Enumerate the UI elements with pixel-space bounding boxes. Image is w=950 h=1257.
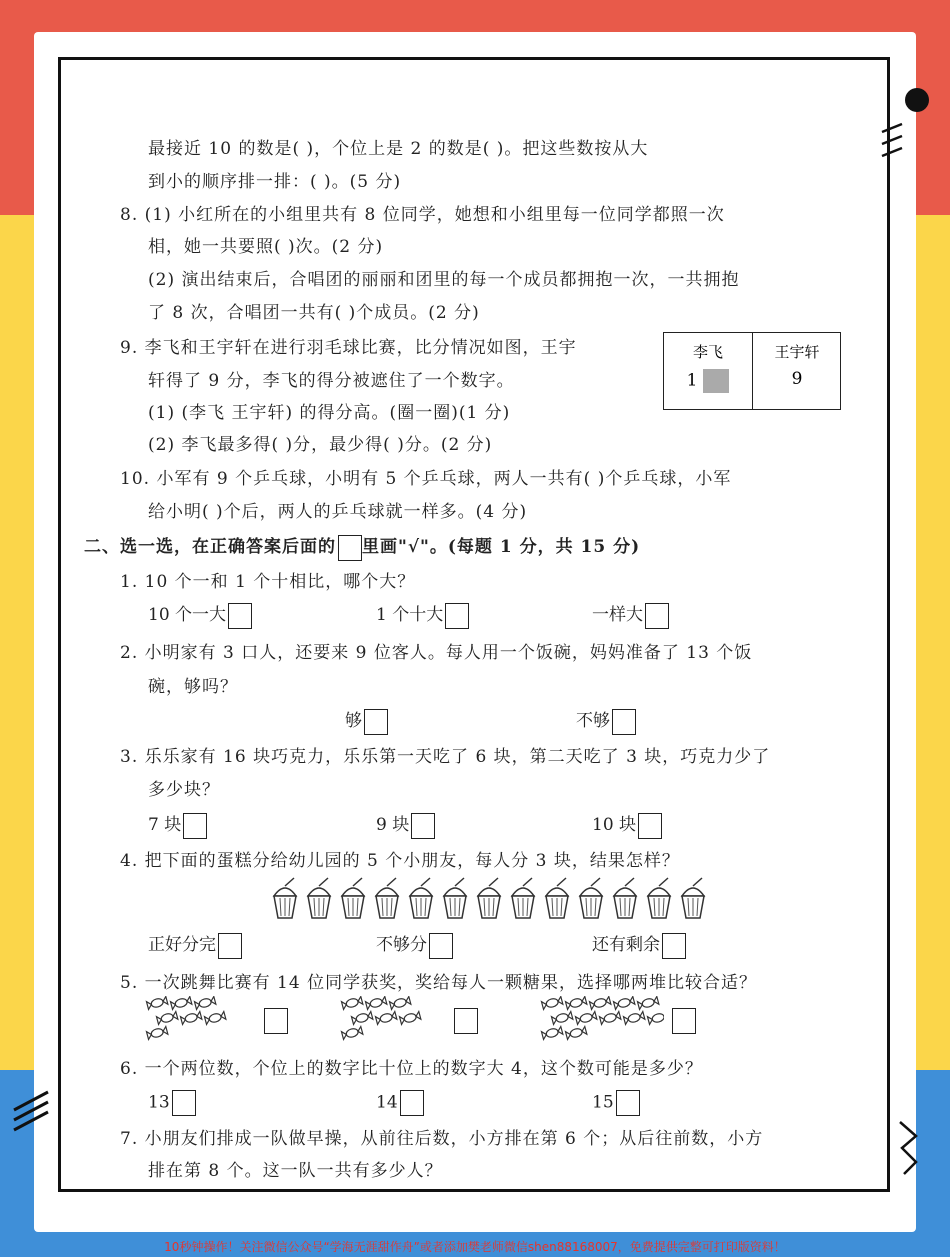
candy-pile-3-icon [540, 996, 664, 1044]
candy-icon [541, 996, 562, 1009]
binder-dot-icon [905, 88, 929, 112]
candy-icon [365, 996, 386, 1009]
player-name: 王宇轩 [774, 343, 820, 361]
candy-icon [351, 1011, 372, 1024]
q8-2-line-2: 了 8 次，合唱团一共有( )个成员。(2 分) [148, 303, 480, 323]
candy-icon [146, 1026, 167, 1039]
answer-box[interactable] [411, 813, 435, 839]
candy-icon [599, 1011, 620, 1024]
player-name: 李飞 [692, 343, 723, 361]
candy-icon [341, 1026, 362, 1039]
p2-q2-line-2: 碗，够吗？ [148, 677, 238, 697]
candy-icon [623, 1011, 644, 1024]
answer-box[interactable] [638, 813, 662, 839]
q10-line-2: 给小明( )个后，两人的乒乓球就一样多。(4 分) [148, 502, 528, 522]
candy-icon [589, 996, 610, 1009]
candy-icon [399, 1011, 420, 1024]
q5-answer-box-2[interactable] [454, 1008, 478, 1034]
answer-box[interactable] [364, 709, 388, 735]
cupcake-icon [410, 878, 432, 918]
candy-icon [146, 996, 167, 1009]
candy-icon [194, 996, 215, 1009]
cupcake-icon [444, 878, 466, 918]
q4-option-3[interactable]: 还有剩余 [592, 930, 686, 959]
candy-icon [565, 996, 586, 1009]
score-table [663, 332, 841, 410]
player-score: 9 [791, 369, 803, 389]
q10-line-1: 10. 小军有 9 个乒乓球，小明有 5 个乒乓球，两人一共有( )个乒乓球，小军 [120, 469, 732, 489]
answer-box[interactable] [183, 813, 207, 839]
answer-box[interactable] [612, 709, 636, 735]
q3-option-1[interactable]: 7 块 [148, 810, 207, 839]
candy-icon [637, 996, 658, 1009]
candy-icon [170, 996, 191, 1009]
cupcake-icon [308, 878, 330, 918]
answer-box[interactable] [429, 933, 453, 959]
answer-box[interactable] [218, 933, 242, 959]
cupcake-icon [512, 878, 534, 918]
p2-q7-line-1: 7. 小朋友们排成一队做早操，从前往后数，小方排在第 6 个；从后往前数，小方 [120, 1129, 764, 1149]
answer-box[interactable] [616, 1090, 640, 1116]
candy-icon [613, 996, 634, 1009]
cupcake-icon [342, 878, 364, 918]
q8-1-line-1: 8. (1) 小红所在的小组里共有 8 位同学，她想和小组里每一位同学都照一次 [120, 205, 725, 225]
answer-box[interactable] [400, 1090, 424, 1116]
cupcake-icon [648, 878, 670, 918]
candy-icon [575, 1011, 596, 1024]
candy-icon [541, 1026, 562, 1039]
q8-1-line-2: 相，她一共要照( )次。(2 分) [148, 237, 384, 257]
candy-icon [565, 1026, 586, 1039]
q8-2-line-1: (2) 演出结束后，合唱团的丽丽和团里的每一个成员都拥抱一次，一共拥抱 [148, 270, 740, 290]
q6-option-1[interactable]: 13 [148, 1090, 196, 1116]
candy-icon [647, 1011, 664, 1024]
candy-icon [375, 1011, 396, 1024]
q9-line-3: (1) (李飞 王宇轩) 的得分高。(圈一圈)(1 分) [148, 403, 511, 423]
answer-box[interactable] [228, 603, 252, 629]
candy-icon [389, 996, 410, 1009]
cupcake-icon [376, 878, 398, 918]
answer-box[interactable] [172, 1090, 196, 1116]
p2-q4: 4. 把下面的蛋糕分给幼儿园的 5 个小朋友，每人分 3 块，结果怎样？ [120, 851, 680, 871]
answer-box[interactable] [445, 603, 469, 629]
cupcake-icon [478, 878, 500, 918]
player-score: 1 [664, 369, 752, 393]
answer-box[interactable] [662, 933, 686, 959]
stripes-icon [8, 1088, 54, 1132]
cupcake-icon [614, 878, 636, 918]
q6-option-3[interactable]: 15 [592, 1090, 640, 1116]
q1-option-2[interactable]: 1 个十大 [376, 600, 469, 629]
score-column-wang-yuxuan [753, 333, 841, 409]
section-2-title: 二、选一选，在正确答案后面的 里画"√"。(每题 1 分，共 15 分) [84, 532, 640, 561]
covered-digit [703, 369, 729, 393]
candy-icon [156, 1011, 177, 1024]
cupcake-icon [274, 878, 296, 918]
q7-line-1: 最接近 10 的数是( )，个位上是 2 的数是( )。把这些数按从大 [148, 139, 649, 159]
q4-option-1[interactable]: 正好分完 [148, 930, 242, 959]
q7-line-2: 到小的顺序排一排：( )。(5 分) [148, 172, 402, 192]
candy-icon [180, 1011, 201, 1024]
q9-line-2: 轩得了 9 分，李飞的得分被遮住了一个数字。 [148, 371, 515, 391]
q9-line-4: (2) 李飞最多得( )分，最少得( )分。(2 分) [148, 435, 493, 455]
cupcake-icon [546, 878, 568, 918]
cupcake-icon [682, 878, 704, 918]
candy-icon [551, 1011, 572, 1024]
candy-icon [341, 996, 362, 1009]
q6-option-2[interactable]: 14 [376, 1090, 424, 1116]
q3-option-2[interactable]: 9 块 [376, 810, 435, 839]
q3-option-3[interactable]: 10 块 [592, 810, 662, 839]
q5-answer-box-3[interactable] [672, 1008, 696, 1034]
zigzag-icon-bottom [896, 1118, 922, 1178]
candy-pile-1-icon [145, 996, 245, 1044]
footer-promo-text: 10秒钟操作！关注微信公众号“学海无涯甜作舟”或者添加樊老师微信shen88168007，免费提供完整可打印版资料！ [164, 1240, 786, 1254]
answer-box[interactable] [645, 603, 669, 629]
p2-q6: 6. 一个两位数，个位上的数字比十位上的数字大 4，这个数可能是多少？ [120, 1059, 703, 1079]
q4-option-2[interactable]: 不够分 [376, 930, 453, 959]
zigzag-icon [878, 118, 908, 158]
p2-q1: 1. 10 个一和 1 个十相比，哪个大？ [120, 572, 416, 592]
p2-q7-line-2: 排在第 8 个。这一队一共有多少人？ [148, 1161, 443, 1181]
q5-answer-box-1[interactable] [264, 1008, 288, 1034]
candy-icon [204, 1011, 225, 1024]
p2-q2-line-1: 2. 小明家有 3 口人，还要来 9 位客人。每人用一个饭碗，妈妈准备了 13 个饭 [120, 643, 753, 663]
cupcake-icon [580, 878, 602, 918]
q1-option-3[interactable]: 一样大 [592, 600, 669, 629]
q9-line-1: 9. 李飞和王宇轩在进行羽毛球比赛，比分情况如图，王宇 [120, 338, 577, 358]
score-column-li-fei [664, 333, 753, 409]
q2-option-2[interactable]: 不够 [576, 706, 636, 735]
q1-option-1[interactable]: 10 个一大 [148, 600, 252, 629]
cakes-illustration [268, 876, 728, 922]
q2-option-1[interactable]: 够 [345, 706, 388, 735]
p2-q3-line-1: 3. 乐乐家有 16 块巧克力，乐乐第一天吃了 6 块，第二天吃了 3 块，巧克力少了 [120, 747, 771, 767]
p2-q5: 5. 一次跳舞比赛有 14 位同学获奖，奖给每人一颗糖果，选择哪两堆比较合适？ [120, 973, 758, 993]
answer-box-example [338, 535, 362, 561]
p2-q3-line-2: 多少块？ [148, 780, 220, 800]
candy-pile-2-icon [340, 996, 440, 1044]
